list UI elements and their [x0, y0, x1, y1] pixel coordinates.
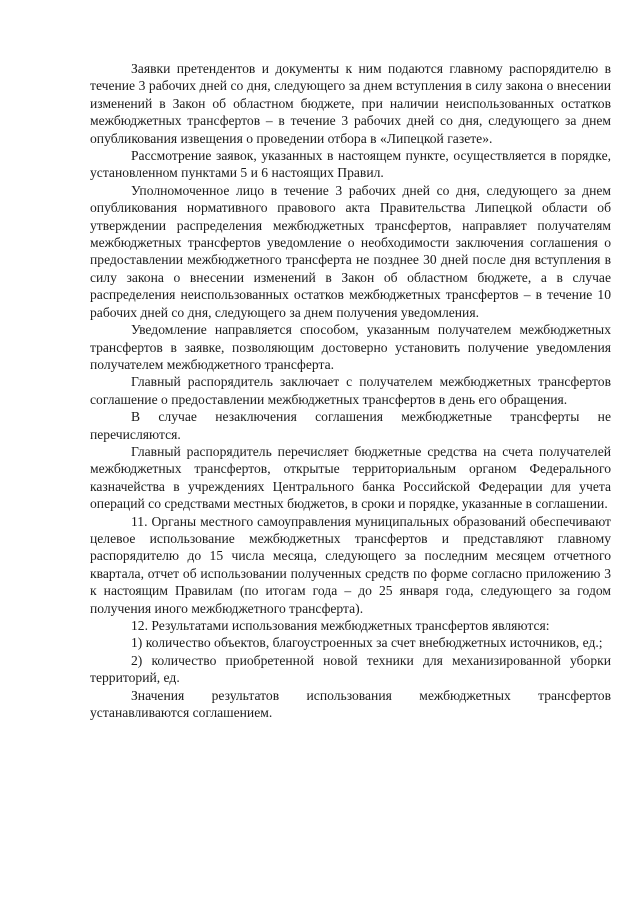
- paragraph-item-12-results: 12. Результатами использования межбюджетных трансфертов являются:: [131, 618, 550, 633]
- paragraph-result-1: 1) количество объектов, благоустроенных за счет внебюджетных источников, ед.;: [131, 635, 603, 651]
- paragraph-funds-transfer: Главный распорядитель перечисляет бюджетные средства на счета получателей межбюджетных трансфертов, открытые территориальным органом Федерального казначейства в учреждениях Центрального банка Российской Федерации для учета операций со средствами местных бюджетов, в сроки и порядке, указанные в соглашении.: [90, 443, 611, 512]
- paragraph-authorized-person-notice: Уполномоченное лицо в течение 3 рабочих дней со дня, следующего за днем опубликования нормативного правового акта Правительства Липецкой области об утверждении распределения межбюджетных трансфертов, направляет получателям межбюджетных трансфертов уведомление о необходимости заключения соглашения о предоставлении межбюджетного трансферта не позднее 30 дней после дня вступления в силу закона о внесении изменений в Закон об областном бюджете, а в случае распределения неиспользованных остатков межбюджетных трансфертов – в течение 10 рабочих дней со дня, следующего за днем получения уведомления.: [90, 182, 611, 320]
- paragraph-result-values: Значения результатов использования межбюджетных трансфертов устанавливаются соглашением.: [90, 687, 611, 721]
- paragraph-agreement-conclusion: Главный распорядитель заключает с получателем межбюджетных трансфертов соглашение о предоставлении межбюджетных трансфертов в день его обращения.: [90, 374, 611, 407]
- paragraph-applications-review: Рассмотрение заявок, указанных в настоящем пункте, осуществляется в порядке, установленном пунктами 5 и 6 настоящих Правил.: [90, 148, 611, 181]
- paragraph-result-2: 2) количество приобретенной новой техники для механизированной уборки территорий, ед.: [90, 652, 611, 686]
- paragraph-applications-deadline: Заявки претендентов и документы к ним подаются главному распорядителю в течение 3 рабочих дней со дня, следующего за днем вступления в силу закона о внесении изменений в Закон об областном бюджете, при наличии неиспользованных остатков межбюджетных трансфертов – в течение 3 рабочих дней со дня, следующего за днем опубликования извещения о проведении отбора в «Липецкой газете».: [90, 61, 611, 146]
- document-page: [90, 60, 611, 721]
- paragraph-no-agreement: В случае незаключения соглашения межбюджетные трансферты не перечисляются.: [90, 409, 611, 442]
- paragraph-item-11-reporting: 11. Органы местного самоуправления муниципальных образований обеспечивают целевое использование межбюджетных трансфертов и представляют главному распорядителю до 15 числа месяца, следующего за последним месяцем отчетного квартала, отчет об использовании полученных средств по форме согласно приложению 3 к настоящим Правилам (по итогам года – до 25 января года, следующего за годом получения иного межбюджетного трансферта).: [90, 513, 611, 616]
- paragraph-notice-method: Уведомление направляется способом, указанным получателем межбюджетных трансфертов в заявке, позволяющим достоверно установить получение уведомления получателем межбюджетного трансферта.: [90, 322, 611, 372]
